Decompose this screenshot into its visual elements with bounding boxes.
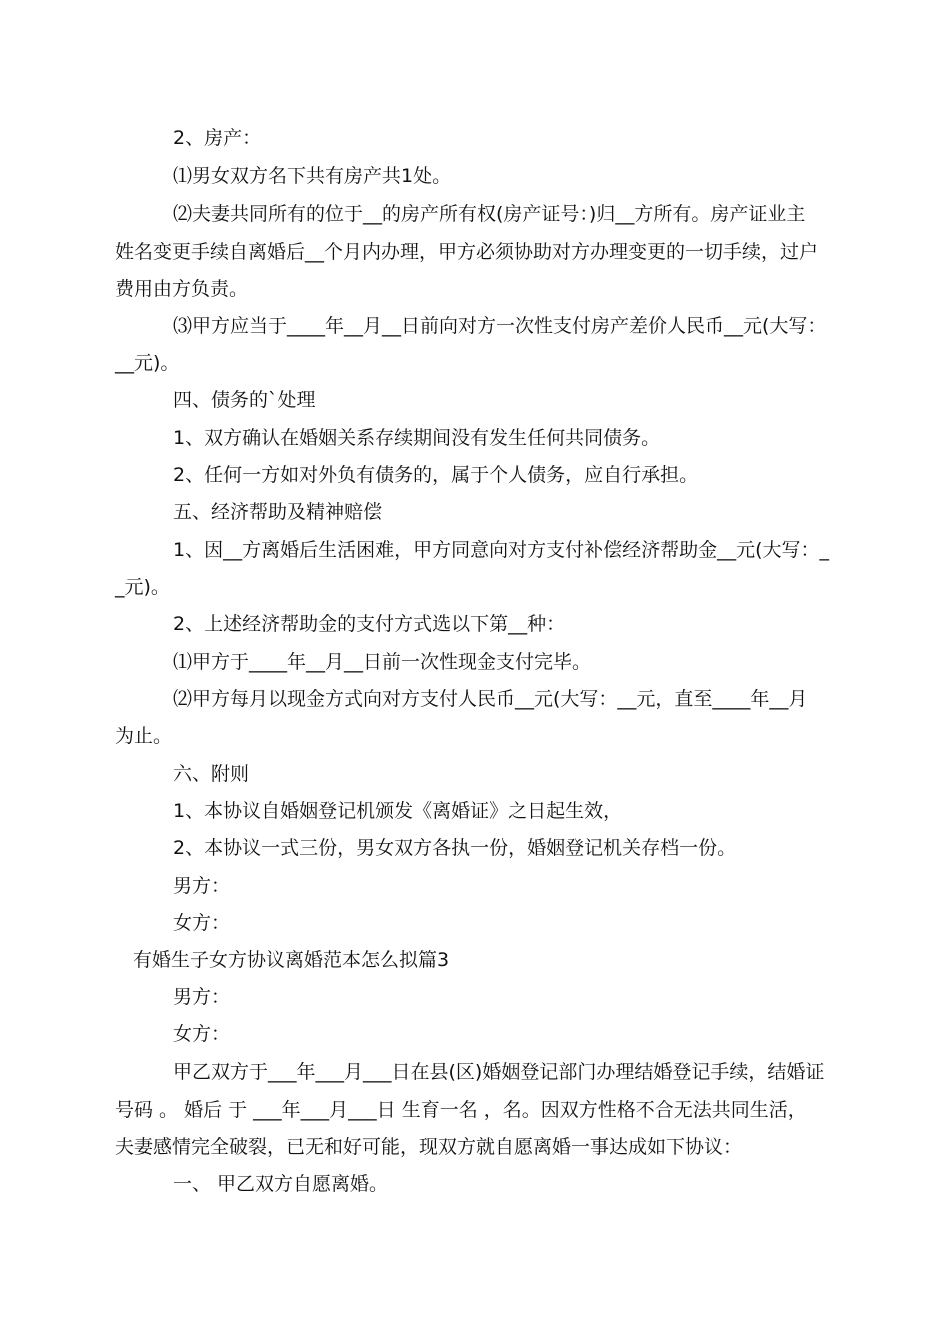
clause-line: 一、 甲乙双方自愿离婚。 xyxy=(173,1173,389,1195)
paragraph-line: 2、任何一方如对外负有债务的，属于个人债务，应自行承担。 xyxy=(173,464,699,486)
paragraph-line: __元)。 xyxy=(115,352,180,374)
paragraph-line: 夫妻感情完全破裂，已无和好可能，现双方就自愿离婚一事达成如下协议： xyxy=(115,1136,743,1158)
paragraph-line: 号码 。 婚后 于 ___年___月___日 生育一名 ，名。因双方性格不合无法共同生活， xyxy=(115,1099,807,1121)
paragraph-line: _元)。 xyxy=(115,576,170,598)
paragraph-line: ⑵甲方每月以现金方式向对方支付人民币__元(大写：__元，直至____年__月 xyxy=(173,688,808,710)
paragraph-line: 姓名变更手续自离婚后__个月内办理，甲方必须协助对方办理变更的一切手续，过户 xyxy=(115,241,819,263)
paragraph-line: 1、本协议自婚姻登记机颁发《离婚证》之日起生效， xyxy=(173,800,623,822)
paragraph-line: ⑵夫妻共同所有的位于__的房产所有权(房产证号：)归__方所有。房产证业主 xyxy=(173,203,806,225)
section-heading-compensation: 五、经济帮助及精神赔偿 xyxy=(173,501,383,523)
party-male-label: 男方： xyxy=(173,986,231,1008)
party-female-label: 女方： xyxy=(173,1023,231,1045)
article-title: 有婚生子女方协议离婚范本怎么拟篇3 xyxy=(133,949,450,971)
signature-male-label: 男方： xyxy=(173,875,231,897)
section-heading-appendix: 六、附则 xyxy=(173,763,250,785)
paragraph-line: 费用由方负责。 xyxy=(115,278,249,300)
paragraph-line: 甲乙双方于___年___月___日在县(区)婚姻登记部门办理结婚登记手续，结婚证 xyxy=(173,1061,825,1083)
section-heading-property: 2、房产： xyxy=(173,127,262,149)
paragraph-line: 为止。 xyxy=(115,725,173,747)
paragraph-line: 1、双方确认在婚姻关系存续期间没有发生任何共同债务。 xyxy=(173,427,661,449)
paragraph-line: 2、上述经济帮助金的支付方式选以下第__种： xyxy=(173,613,566,635)
paragraph-line: ⑴男女双方名下共有房产共1处。 xyxy=(173,165,452,187)
paragraph-line: 2、本协议一式三份，男女双方各执一份，婚姻登记机关存档一份。 xyxy=(173,837,737,859)
paragraph-line: ⑴甲方于____年__月__日前一次性现金支付完毕。 xyxy=(173,651,592,673)
section-heading-debts: 四、债务的`处理 xyxy=(173,389,316,411)
paragraph-line: 1、因__方离婚后生活困难，甲方同意向对方支付补偿经济帮助金__元(大写：_ xyxy=(173,539,830,561)
paragraph-line: ⑶甲方应当于____年__月__日前向对方一次性支付房产差价人民币__元(大写： xyxy=(173,315,827,337)
signature-female-label: 女方： xyxy=(173,912,231,934)
